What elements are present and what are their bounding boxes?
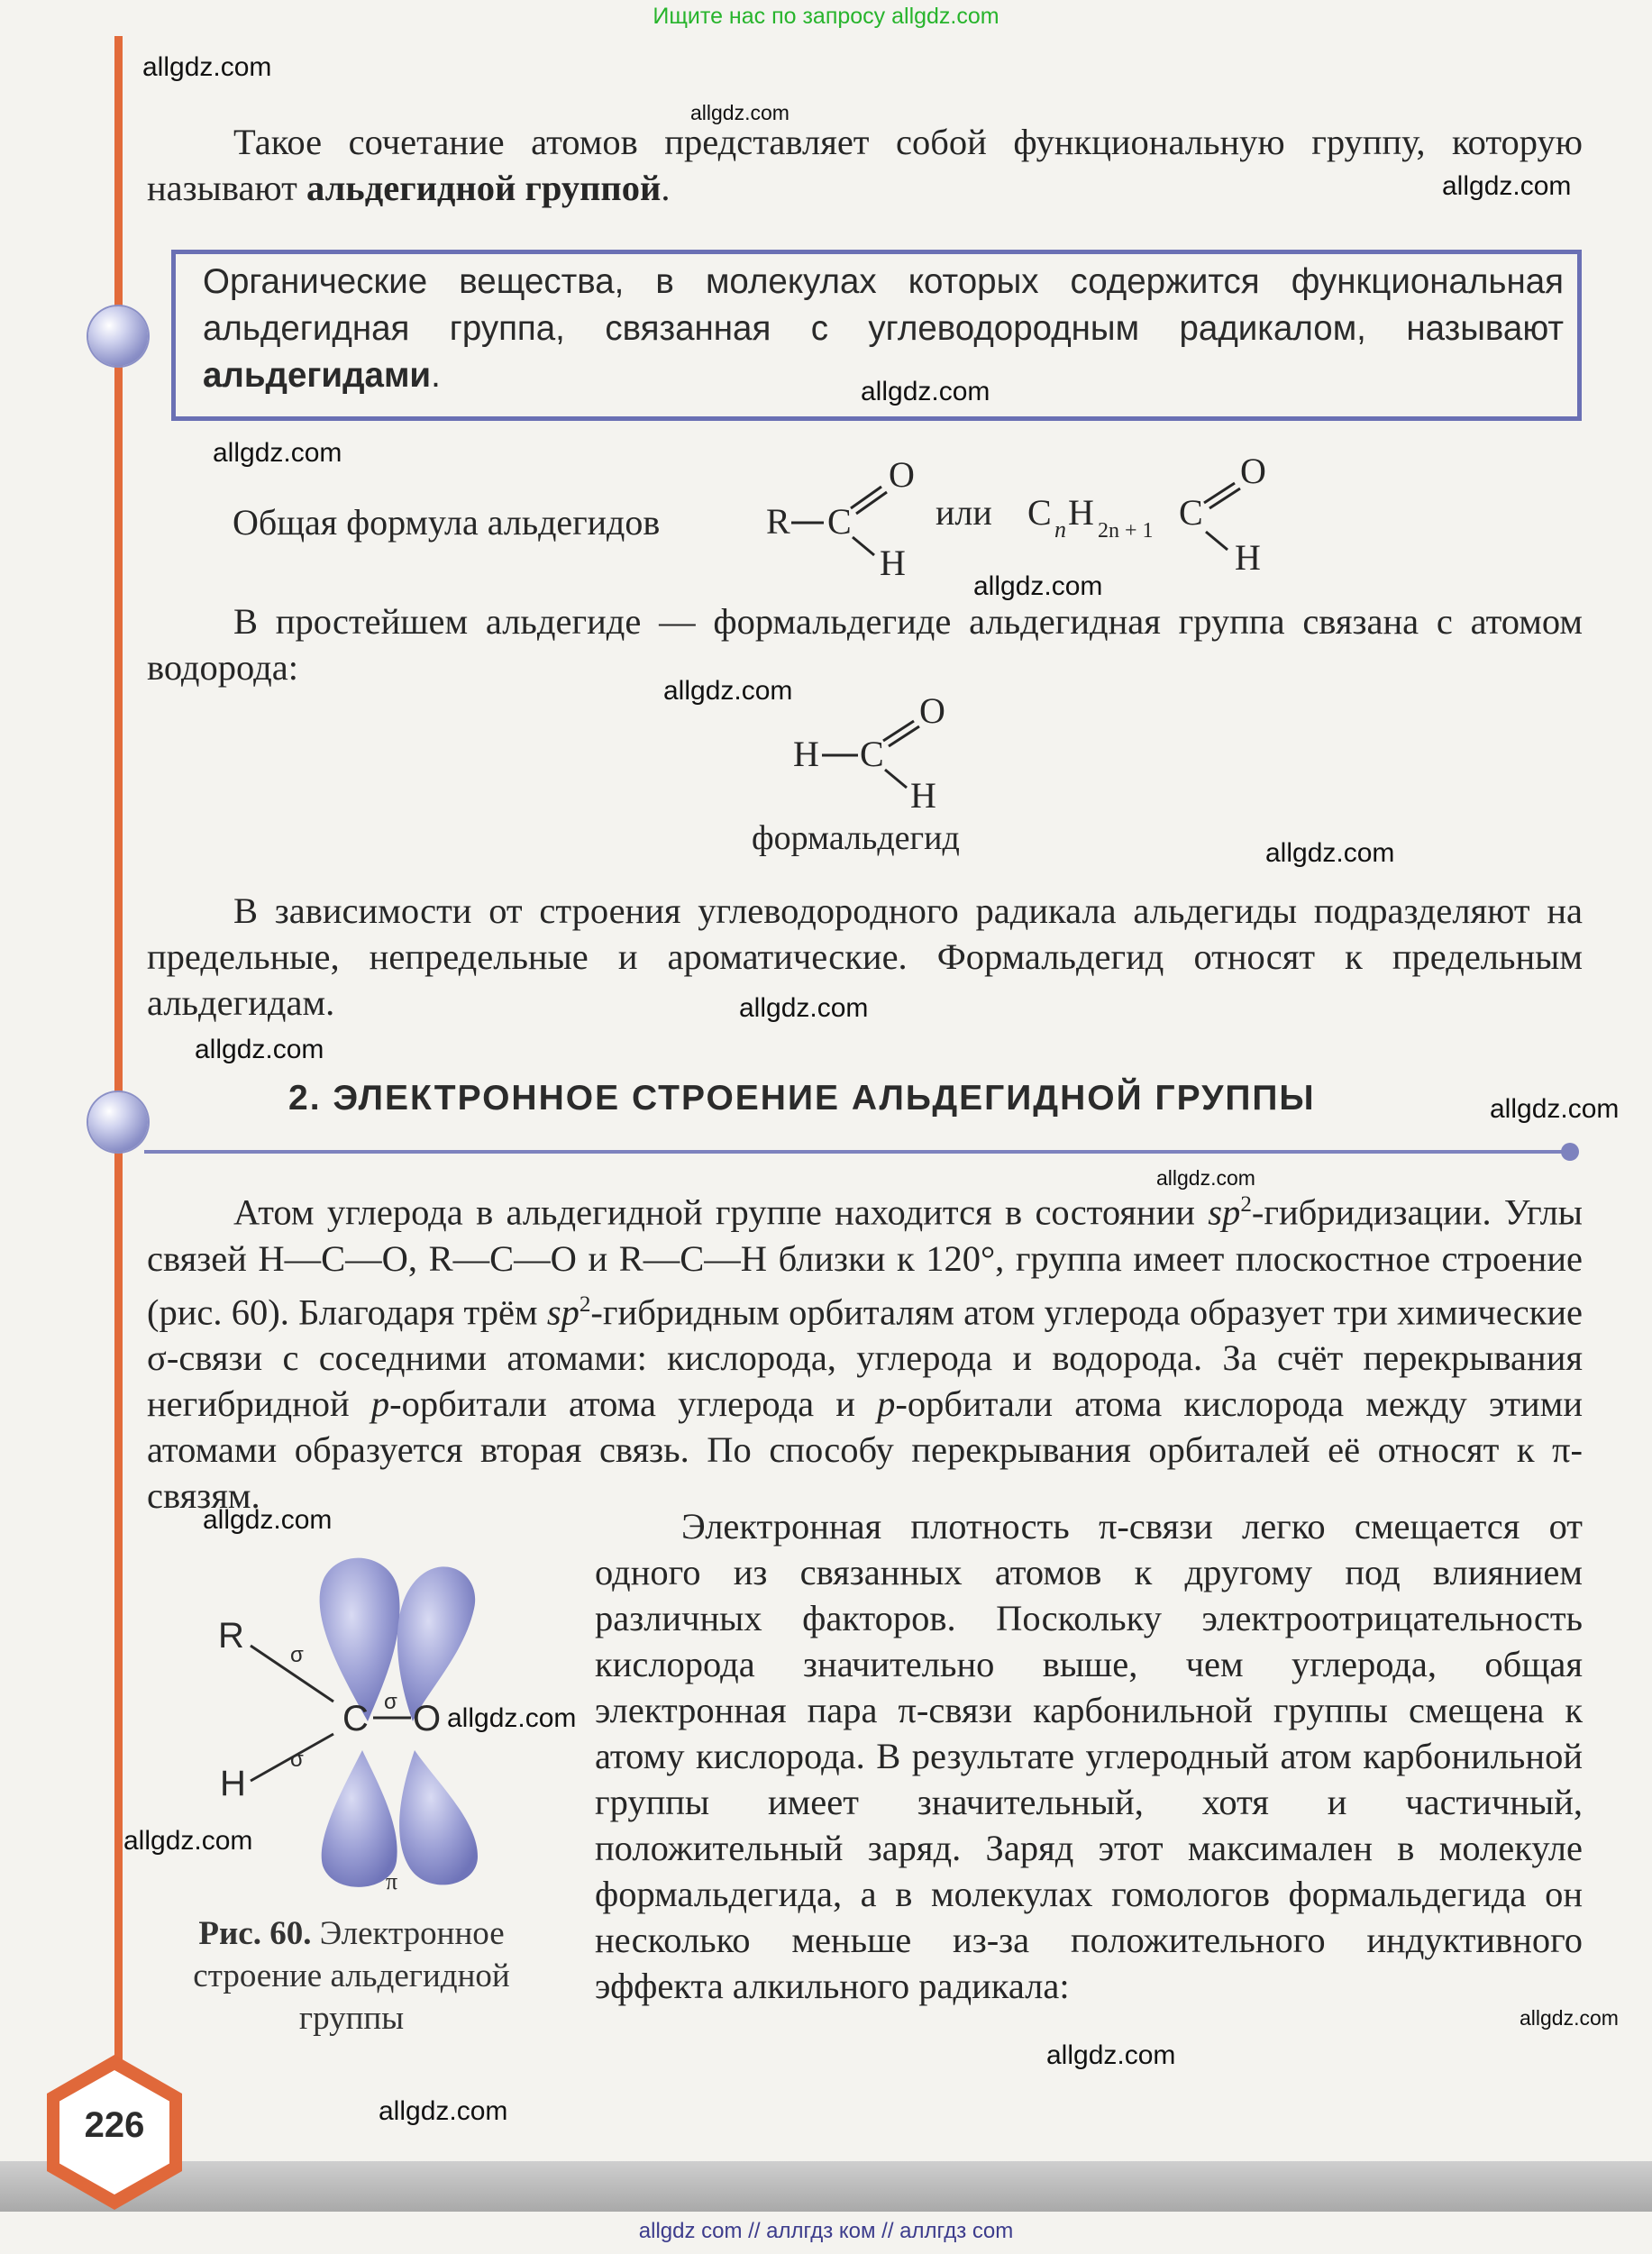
watermark: allgdz.com [1046,2040,1176,2070]
formaldehyde-structure [784,683,1000,818]
definition-text: Органические вещества, в молекулах которых содержится функциональная альдегидная группа, связанная с углеводородным радикалом, называют альдегидами. [203,262,1564,395]
fig-pi: π [386,1868,398,1893]
formula-r: R [766,501,790,542]
margin-node-definition [88,306,148,366]
formula-o2: O [1240,451,1266,491]
pi-lobe-bottom-right [399,1750,478,1884]
fig-h: H [220,1764,246,1803]
figure-caption: Рис. 60. Электронное строение альдегидной группы [193,1915,510,2037]
watermark: allgdz.com [213,438,342,468]
formaldehyde-c: C [860,734,884,774]
formula-h2: H [1068,492,1094,533]
pi-lobe-bottom-left [322,1750,397,1887]
formula-c2: C [1179,492,1203,533]
watermark: allgdz.com [690,101,789,124]
formula-or: или [936,492,992,533]
watermark: allgdz.com [1156,1166,1255,1190]
watermark: allgdz.com [1490,1094,1620,1124]
formula-o: O [889,454,915,495]
watermark: allgdz.com [739,993,869,1023]
top-banner[interactable]: Ищите нас по запросу allgdz.com [653,4,999,29]
intro-paragraph: Такое сочетание атомов представляет собой функциональную группу, которую называют альдегидной группой. [147,122,1583,208]
formula-n: n [1054,516,1066,543]
watermark: allgdz.com [203,1505,333,1535]
term-aldehydes: альдегидами [203,356,432,395]
margin-node-section [88,1092,148,1152]
simplest-paragraph: В простейшем альдегиде — формальдегиде альдегидная группа связана с атомом водорода: [147,601,1583,688]
watermark: allgdz.com [1265,838,1395,868]
watermark: allgdz.com [379,2096,508,2126]
watermark: allgdz.com [663,676,793,706]
general-formula-label: Общая формула альдегидов [233,502,661,543]
section-heading: 2. ЭЛЕКТРОННОЕ СТРОЕНИЕ АЛЬДЕГИДНОЙ ГРУППЫ [288,1079,1316,1118]
formula-cn: C [1027,492,1052,533]
watermark: allgdz.com [447,1703,577,1733]
density-paragraph: Электронная плотность π-связи легко смещается от одного из связанных атомов к другому под влиянием различных факторов. Поскольку электроотрицательность кислорода значительно выше, чем углерода, общая электронная пара π-связи карбонильной группы смещена к атому кислорода. В результате углеродный атом карбонильной группы имеет значительный, хотя и частичный, положительный заряд. Заряд этот максимален в молекуле формальдегида, а в молекулах гомологов формальдегида он несколько меньше из-за положительного индуктивного эффекта алкильного радикала: [595,1506,1583,2006]
watermark: allgdz.com [142,52,272,82]
fig-sigma-h: σ [290,1748,304,1772]
heading-rule [144,1150,1566,1154]
bottom-banner[interactable]: allgdz com // аллгдз ком // аллгдз com [638,2219,1014,2243]
fig-o: O [413,1699,442,1738]
footer-strip [0,2161,1652,2212]
fig-r: R [218,1616,244,1656]
classification-paragraph: В зависимости от строения углеводородного радикала альдегиды подразделяют на предельные, непредельные и ароматические. Формальдегид относят к предельным альдегидам. [147,890,1583,1023]
watermark: allgdz.com [861,377,990,406]
term-aldehyde-group: альдегидной группой [306,168,662,208]
formaldehyde-label: формальдегид [752,819,960,857]
heading-rule-dot [1561,1143,1579,1161]
fig-sigma-o: σ [384,1690,397,1714]
watermark: allgdz.com [1442,171,1572,201]
watermark: allgdz.com [195,1035,324,1064]
electronic-paragraph: Атом углерода в альдегидной группе находится в состоянии $sp^2$-гибридизации. Углы связей H—C—O, R—C—O и R—C—H близки к 120°, группа имеет плоскостное строение (рис. 60). Благодаря трём $sp^2$-гибридным орбиталям атом углерода образует три химические σ-связи с соседними атомами: кислорода, углерода и водорода. За счёт перекрывания негибридной p-орбитали атома углерода и p-орбитали атома кислорода между этими атомами образуется вторая связь. По способу перекрывания орбиталей её относят к π-связям. [147,1191,1584,1516]
formaldehyde-h2: H [910,775,936,816]
fig-sigma-r: σ [290,1643,304,1667]
watermark: allgdz.com [123,1826,253,1856]
formaldehyde-o: O [919,690,945,731]
fig-c: C [342,1699,369,1738]
formula-h: H [880,543,906,583]
formaldehyde-h: H [793,734,819,774]
formula-h3: H [1235,537,1261,578]
page-number: 226 [84,2105,145,2145]
formula-c: C [827,501,852,542]
watermark: allgdz.com [1520,2006,1619,2030]
formula-sub: 2n + 1 [1098,519,1154,543]
watermark: allgdz.com [973,571,1103,601]
